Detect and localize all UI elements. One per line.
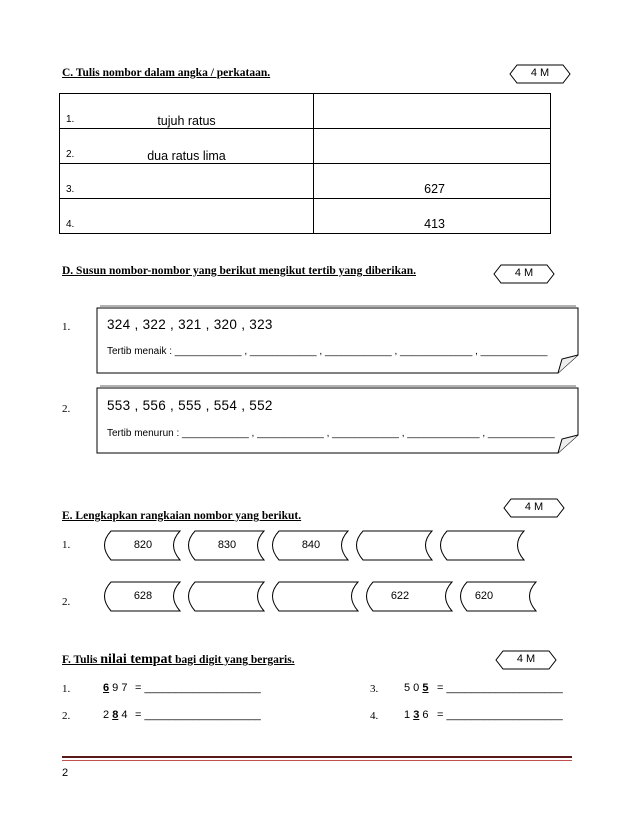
underlined-digit: 6	[103, 682, 110, 694]
answer-cell[interactable]	[60, 164, 314, 199]
place-value-question: 1 3 6	[404, 709, 429, 721]
answer-blank[interactable]: = ___________________	[135, 682, 261, 694]
sequence-value: 820	[133, 539, 153, 551]
answer-blank[interactable]: = ___________________	[437, 682, 563, 694]
question-number: 2.	[62, 403, 71, 415]
row-number: 2.	[66, 149, 75, 160]
place-value-question: 6 9 7	[103, 682, 128, 694]
question-number: 1.	[62, 683, 71, 695]
number-set: 553 , 556 , 555 , 554 , 552	[107, 398, 273, 413]
heading-text: F. Tulis	[62, 654, 101, 666]
question-card	[96, 305, 580, 375]
number-in-digits: 413	[424, 217, 445, 231]
underlined-digit: 3	[413, 709, 420, 721]
sequence-value: 628	[133, 590, 153, 602]
heading-text: bagi digit yang bergaris.	[172, 654, 295, 666]
number-in-digits: 627	[424, 182, 445, 196]
row-number: 1.	[66, 114, 75, 125]
marks-label-e: 4 M	[524, 501, 544, 513]
heading-emphasis: nilai tempat	[100, 652, 173, 667]
section-e-heading: E. Lengkapkan rangkaian nombor yang berikut.	[62, 510, 302, 522]
question-number: 4.	[370, 710, 379, 722]
answer-cell[interactable]	[314, 94, 551, 129]
number-words-table	[59, 93, 551, 234]
row-number: 3.	[66, 184, 75, 195]
sequence-value: 620	[474, 590, 494, 602]
question-number: 3.	[370, 683, 379, 695]
answer-cell[interactable]	[60, 199, 314, 234]
question-number: 1.	[62, 539, 71, 551]
place-value-question: 5 0 5	[404, 682, 429, 694]
sequence-value: 840	[301, 539, 321, 551]
ascending-answer-line[interactable]: Tertib menaik : ____________ , ____________ , ____________ , _____________ , ____________	[107, 346, 548, 357]
question-number: 2.	[62, 710, 71, 722]
question-card	[96, 385, 580, 455]
answer-blank[interactable]: = ___________________	[135, 709, 261, 721]
answer-blank[interactable]: = ___________________	[437, 709, 563, 721]
sequence-value: 830	[217, 539, 237, 551]
answer-cell[interactable]	[314, 129, 551, 164]
marks-label-f: 4 M	[516, 653, 536, 665]
page-number: 2	[62, 767, 69, 779]
question-number: 1.	[62, 321, 71, 333]
place-value-question: 2 8 4	[103, 709, 128, 721]
marks-label-c: 4 M	[530, 67, 550, 79]
marks-label-d: 4 M	[514, 267, 534, 279]
section-c-heading: C. Tulis nombor dalam angka / perkataan.	[62, 67, 271, 79]
section-d-heading: D. Susun nombor-nombor yang berikut mengikut tertib yang diberikan.	[62, 265, 417, 277]
number-in-words: tujuh ratus	[157, 114, 216, 128]
footer-rule	[62, 756, 572, 758]
footer-rule-thin	[62, 760, 572, 761]
number-set: 324 , 322 , 321 , 320 , 323	[107, 317, 273, 332]
underlined-digit: 5	[422, 682, 429, 694]
row-number: 4.	[66, 219, 75, 230]
question-number: 2.	[62, 596, 71, 608]
descending-answer-line[interactable]: Tertib menurun : ____________ , ____________ , ____________ , _____________ , ____________	[107, 428, 555, 439]
sequence-value: 622	[390, 590, 410, 602]
number-in-words: dua ratus lima	[147, 149, 226, 163]
section-f-heading	[62, 652, 295, 668]
underlined-digit: 8	[112, 709, 119, 721]
